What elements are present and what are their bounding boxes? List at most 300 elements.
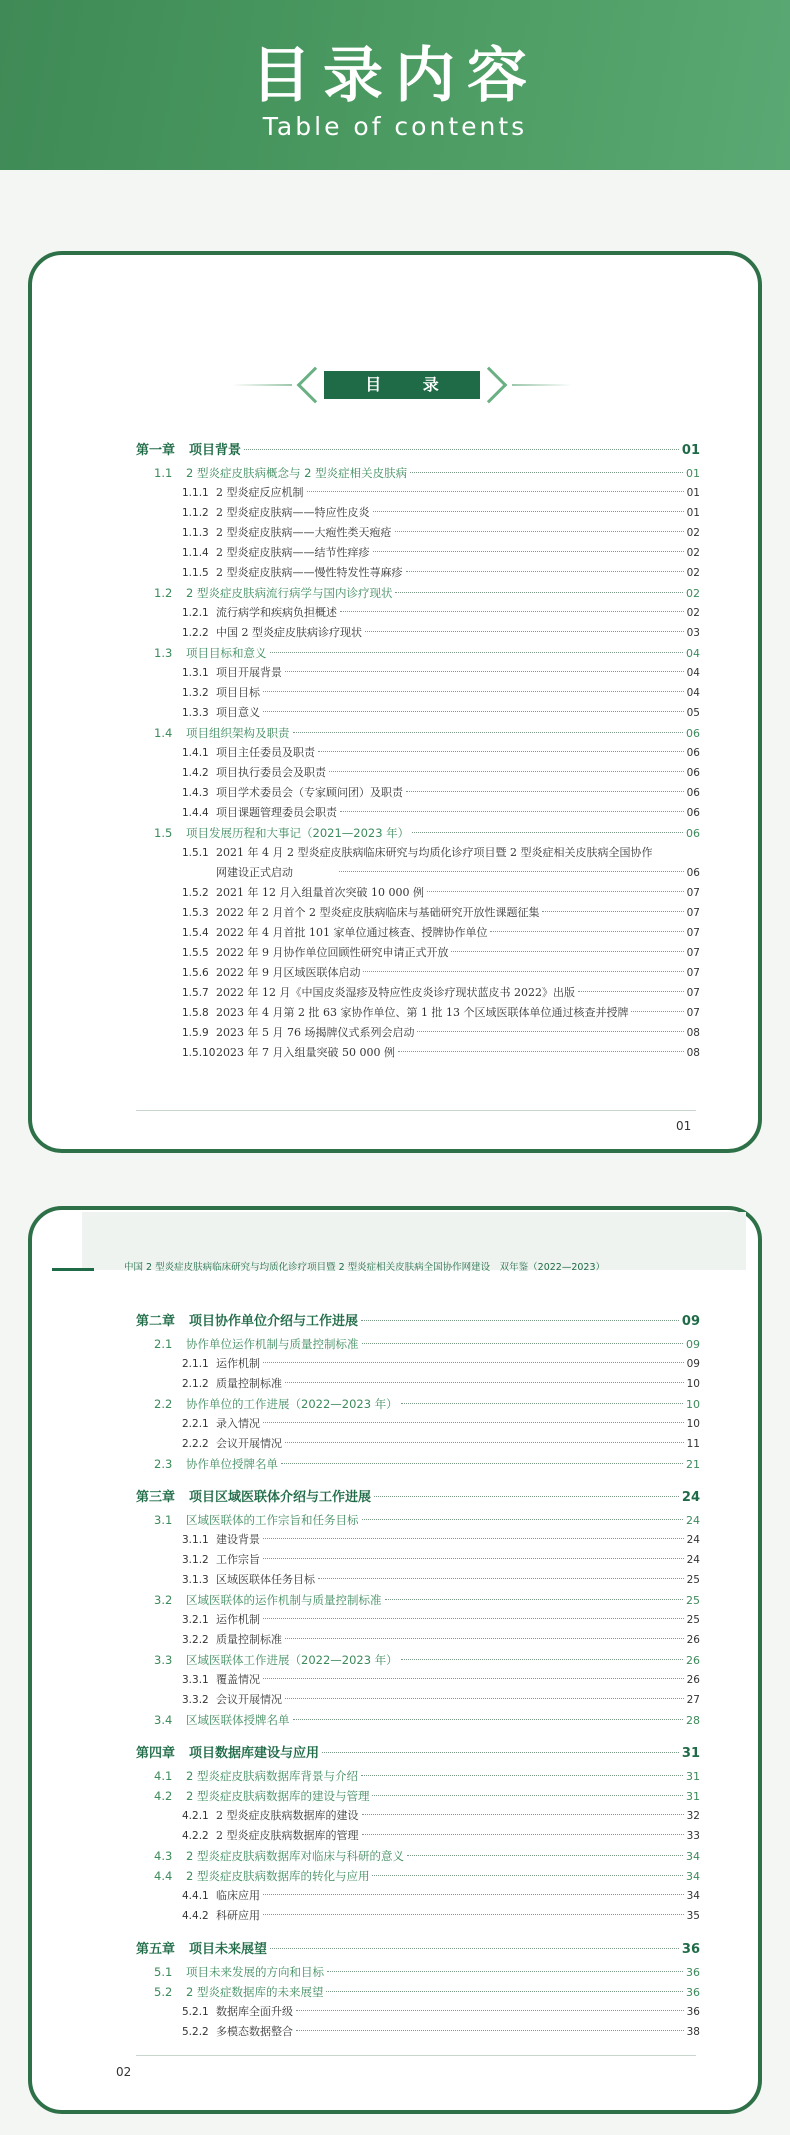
dot-leader <box>263 1422 684 1423</box>
toc-section-entry[interactable] <box>136 1590 700 1610</box>
dot-leader <box>285 1638 684 1639</box>
entry-title: 项目主任委员及职责 <box>216 746 315 759</box>
dot-leader <box>263 1618 684 1619</box>
entry-page: 06 <box>686 867 700 879</box>
entry-number: 1.1.1 <box>182 487 209 499</box>
entry-number: 4.3 <box>154 1849 173 1863</box>
dot-leader <box>365 631 684 632</box>
entry-page: 25 <box>686 1574 700 1586</box>
dot-leader <box>322 1752 679 1753</box>
entry-number: 第二章 <box>136 1314 176 1329</box>
dot-leader <box>361 1320 679 1321</box>
entry-number: 3.1 <box>154 1513 173 1527</box>
toc-section-entry[interactable] <box>136 823 700 843</box>
dot-leader <box>373 511 684 512</box>
entry-title: 多模态数据整合 <box>216 2025 293 2038</box>
entry-title: 协作单位运作机制与质量控制标准 <box>186 1337 359 1351</box>
dot-leader <box>363 971 683 972</box>
entry-title: 2022 年 4 月首批 101 家单位通过核查、授牌协作单位 <box>216 926 488 939</box>
entry-number: 4.4 <box>154 1869 173 1883</box>
entry-title: 区域医联体工作进展（2022—2023 年） <box>186 1653 398 1667</box>
page-number: 02 <box>116 2065 132 2079</box>
entry-number: 1.2 <box>154 586 173 600</box>
toc-heading-label: 目 录 <box>324 371 480 399</box>
entry-title: 质量控制标准 <box>216 1633 282 1646</box>
entry-page: 07 <box>686 967 700 979</box>
entry-title: 项目数据库建设与应用 <box>189 1746 320 1761</box>
toc-subsection-entry[interactable] <box>136 683 700 703</box>
entry-title: 2022 年 9 月区域医联体启动 <box>216 966 361 979</box>
entry-page: 24 <box>686 1534 700 1546</box>
entry-page: 38 <box>686 2026 700 2038</box>
toc-subsection-entry[interactable] <box>136 1414 700 1434</box>
entry-number: 4.2.2 <box>182 1830 209 1842</box>
entry-title: 运作机制 <box>216 1357 260 1370</box>
entry-title: 项目未来发展的方向和目标 <box>186 1965 324 1979</box>
entry-page: 34 <box>686 1850 700 1863</box>
entry-title: 2 型炎症皮肤病——慢性特发性荨麻疹 <box>216 566 403 579</box>
dot-leader <box>244 449 679 450</box>
entry-number: 3.4 <box>154 1713 173 1727</box>
dot-leader <box>401 1659 683 1660</box>
entry-number: 1.1.4 <box>182 547 209 559</box>
entry-number: 1.5.10 <box>182 1047 216 1059</box>
dot-leader <box>406 791 684 792</box>
toc-subsection-entry[interactable] <box>136 783 700 803</box>
entry-number: 1.5 <box>154 826 173 840</box>
entry-title: 项目背景 <box>189 443 242 458</box>
entry-page: 35 <box>686 1910 700 1922</box>
entry-number: 3.3.1 <box>182 1674 209 1686</box>
dot-leader <box>374 1496 679 1497</box>
toc-subsection-entry[interactable] <box>136 843 700 883</box>
dot-leader <box>490 931 683 932</box>
entry-number: 3.3.2 <box>182 1694 209 1706</box>
entry-number: 1.3.3 <box>182 707 209 719</box>
entry-page: 28 <box>686 1714 700 1727</box>
entry-page: 07 <box>686 987 700 999</box>
entry-page: 02 <box>686 587 700 600</box>
toc-subsection-entry[interactable] <box>136 963 700 983</box>
toc-subsection-entry[interactable] <box>136 743 700 763</box>
toc-section-entry[interactable] <box>136 1394 700 1414</box>
banner-title-cn: 目录内容 <box>251 41 539 111</box>
entry-page: 02 <box>686 607 700 619</box>
entry-page: 26 <box>686 1634 700 1646</box>
toc-section-entry[interactable] <box>136 723 700 743</box>
entry-number: 1.4.4 <box>182 807 209 819</box>
toc-subsection-entry[interactable] <box>136 503 700 523</box>
toc-subsection-entry[interactable] <box>136 1670 700 1690</box>
entry-title: 2 型炎症皮肤病数据库的建设 <box>216 1809 359 1822</box>
entry-page: 06 <box>686 727 700 740</box>
toc-section-entry[interactable] <box>136 583 700 603</box>
toc-subsection-entry[interactable] <box>136 603 700 623</box>
entry-title: 协作单位授牌名单 <box>186 1457 278 1471</box>
toc-subsection-entry[interactable] <box>136 1354 700 1374</box>
toc-chapter-entry[interactable] <box>136 1486 700 1510</box>
dot-leader <box>318 751 684 752</box>
toc-section-entry[interactable] <box>136 1786 700 1806</box>
dot-leader <box>362 1343 684 1344</box>
entry-page: 25 <box>686 1594 700 1607</box>
dot-leader <box>296 2010 684 2011</box>
entry-title: 流行病学和疾病负担概述 <box>216 606 337 619</box>
entry-title: 项目执行委员会及职责 <box>216 766 326 779</box>
toc-chapter-entry[interactable] <box>136 439 700 463</box>
entry-page: 36 <box>681 1942 700 1957</box>
entry-page: 04 <box>686 667 700 679</box>
entry-page: 21 <box>686 1458 700 1471</box>
entry-number: 1.3.1 <box>182 667 209 679</box>
toc-subsection-entry[interactable] <box>136 983 700 1003</box>
entry-title: 项目课题管理委员会职责 <box>216 806 337 819</box>
dot-leader <box>631 1011 683 1012</box>
entry-number: 1.1 <box>154 466 173 480</box>
dot-leader <box>263 1362 684 1363</box>
entry-page: 08 <box>686 1027 700 1039</box>
entry-page: 24 <box>686 1514 700 1527</box>
entry-page: 06 <box>686 787 700 799</box>
entry-title: 2 型炎症数据库的未来展望 <box>186 1985 324 1999</box>
entry-title: 项目区域医联体介绍与工作进展 <box>189 1490 372 1505</box>
entry-number: 1.1.2 <box>182 507 209 519</box>
toc-section-entry[interactable] <box>136 1710 700 1730</box>
entry-number: 第四章 <box>136 1746 176 1761</box>
toc-page-1 <box>28 251 762 1153</box>
entry-page: 02 <box>686 567 700 579</box>
dot-leader <box>293 1719 684 1720</box>
entry-page: 07 <box>686 1007 700 1019</box>
entry-title: 2 型炎症皮肤病概念与 2 型炎症相关皮肤病 <box>186 466 408 480</box>
entry-number: 1.3.2 <box>182 687 209 699</box>
entry-page: 31 <box>681 1746 700 1761</box>
entry-title: 区域医联体授牌名单 <box>186 1713 290 1727</box>
toc-page-2 <box>28 1206 762 2114</box>
toc-chapter-entry[interactable] <box>136 1938 700 1962</box>
toc-section-entry[interactable] <box>136 1846 700 1866</box>
toc-subsection-entry[interactable] <box>136 923 700 943</box>
toc-section-entry[interactable] <box>136 1866 700 1886</box>
dot-leader <box>385 1599 684 1600</box>
entry-number: 1.2.1 <box>182 607 209 619</box>
entry-title: 2023 年 4 月第 2 批 63 家协作单位、第 1 批 13 个区域医联体单位通过核查并授牌 <box>216 1006 629 1019</box>
dot-leader <box>339 871 684 872</box>
entry-title: 2 型炎症皮肤病——特应性皮炎 <box>216 506 370 519</box>
entry-number: 4.4.2 <box>182 1910 209 1922</box>
dot-leader <box>263 1538 684 1539</box>
entry-page: 26 <box>686 1654 700 1667</box>
entry-title: 2 型炎症反应机制 <box>216 486 304 499</box>
entry-title: 项目目标和意义 <box>186 646 267 660</box>
dot-leader <box>326 1991 683 1992</box>
entry-number: 4.2.1 <box>182 1810 209 1822</box>
entry-title: 2022 年 2 月首个 2 型炎症皮肤病临床与基础研究开放性课题征集 <box>216 906 540 919</box>
entry-page: 01 <box>686 487 700 499</box>
entry-page: 06 <box>686 767 700 779</box>
entry-number: 4.2 <box>154 1789 173 1803</box>
entry-page: 08 <box>686 1047 700 1059</box>
dot-leader <box>340 811 684 812</box>
entry-number: 5.2.1 <box>182 2006 209 2018</box>
dot-leader <box>361 1775 683 1776</box>
toc-section-entry[interactable] <box>136 643 700 663</box>
entry-number: 5.1 <box>154 1965 173 1979</box>
entry-title: 2022 年 9 月协作单位回顾性研究申请正式开放 <box>216 946 449 959</box>
entry-title: 2 型炎症皮肤病数据库对临床与科研的意义 <box>186 1849 404 1863</box>
entry-title: 区域医联体任务目标 <box>216 1573 315 1586</box>
toc-subsection-entry[interactable] <box>136 943 700 963</box>
entry-page: 04 <box>686 687 700 699</box>
entry-title: 2 型炎症皮肤病——大疱性类天疱疮 <box>216 526 392 539</box>
entry-page: 07 <box>686 927 700 939</box>
dot-leader <box>362 1519 684 1520</box>
toc-section-entry[interactable] <box>136 1766 700 1786</box>
entry-page: 24 <box>686 1554 700 1566</box>
dot-leader <box>410 472 683 473</box>
toc-section-entry[interactable] <box>136 1510 700 1530</box>
toc-subsection-entry[interactable] <box>136 1690 700 1710</box>
entry-title: 录入情况 <box>216 1417 260 1430</box>
entry-page: 31 <box>686 1790 700 1803</box>
dot-leader <box>318 1578 684 1579</box>
entry-title: 区域医联体的工作宗旨和任务目标 <box>186 1513 359 1527</box>
entry-title: 建设背景 <box>216 1533 260 1546</box>
entry-number: 5.2.2 <box>182 2026 209 2038</box>
entry-page: 09 <box>686 1338 700 1351</box>
entry-number: 1.1.3 <box>182 527 209 539</box>
toc-subsection-entry[interactable] <box>136 2002 700 2022</box>
entry-number: 3.1.2 <box>182 1554 209 1566</box>
entry-page: 09 <box>686 1358 700 1370</box>
toc-subsection-entry[interactable] <box>136 2022 700 2042</box>
entry-number: 1.4.3 <box>182 787 209 799</box>
entry-page: 36 <box>686 2006 700 2018</box>
toc-subsection-entry[interactable] <box>136 1906 700 1926</box>
dot-leader <box>270 652 684 653</box>
entry-title: 项目协作单位介绍与工作进展 <box>189 1314 359 1329</box>
dot-leader <box>263 1558 684 1559</box>
entry-number: 2.1.2 <box>182 1378 209 1390</box>
toc-section-entry[interactable] <box>136 1962 700 1982</box>
entry-page: 33 <box>686 1830 700 1842</box>
toc-subsection-entry[interactable] <box>136 1570 700 1590</box>
toc-chapter-entry[interactable] <box>136 1310 700 1334</box>
toc-subsection-entry[interactable] <box>136 1043 700 1063</box>
heading-rule-right <box>512 384 572 386</box>
chapter-gap <box>136 1474 700 1486</box>
entry-page: 02 <box>686 527 700 539</box>
entry-number: 1.4.1 <box>182 747 209 759</box>
entry-title: 项目学术委员会（专家顾问团）及职责 <box>216 786 403 799</box>
entry-page: 31 <box>686 1770 700 1783</box>
dot-leader <box>362 1814 684 1815</box>
toc-subsection-entry[interactable] <box>136 563 700 583</box>
entry-title: 2 型炎症皮肤病数据库的转化与应用 <box>186 1869 370 1883</box>
toc-section-entry[interactable] <box>136 463 700 483</box>
toc-subsection-entry[interactable] <box>136 763 700 783</box>
entry-number: 1.5.7 <box>182 987 209 999</box>
dot-leader <box>398 1051 684 1052</box>
dot-leader <box>372 1795 683 1796</box>
dot-leader <box>451 951 683 952</box>
toc-subsection-entry[interactable] <box>136 623 700 643</box>
entry-title: 质量控制标准 <box>216 1377 282 1390</box>
entry-page: 07 <box>686 887 700 899</box>
dot-leader <box>340 611 684 612</box>
entry-page: 26 <box>686 1674 700 1686</box>
entry-number: 1.5.4 <box>182 927 209 939</box>
dot-leader <box>263 1914 684 1915</box>
toc-subsection-entry[interactable] <box>136 1550 700 1570</box>
page-banner <box>0 0 790 170</box>
entry-number: 1.4.2 <box>182 767 209 779</box>
entry-page: 07 <box>686 947 700 959</box>
footer-rule <box>136 2055 696 2056</box>
dot-leader <box>281 1463 683 1464</box>
entry-title: 项目发展历程和大事记（2021—2023 年） <box>186 826 410 840</box>
chapter-gap <box>136 1730 700 1742</box>
toc-subsection-entry[interactable] <box>136 1610 700 1630</box>
entry-number: 2.2 <box>154 1397 173 1411</box>
toc-chapter-entry[interactable] <box>136 1742 700 1766</box>
entry-page: 02 <box>686 547 700 559</box>
entry-title: 数据库全面升级 <box>216 2005 293 2018</box>
toc-section-entry[interactable] <box>136 1454 700 1474</box>
dot-leader <box>372 1875 683 1876</box>
entry-number: 1.5.2 <box>182 887 209 899</box>
entry-title: 2022 年 12 月《中国皮炎湿疹及特应性皮炎诊疗现状蓝皮书 2022》出版 <box>216 986 575 999</box>
entry-number: 第三章 <box>136 1490 176 1505</box>
dot-leader <box>395 531 684 532</box>
entry-title-continued: 网建设正式启动 <box>216 866 293 879</box>
banner-title-en: Table of contents <box>262 112 528 141</box>
dot-leader <box>307 491 684 492</box>
dot-leader <box>329 771 684 772</box>
dot-leader <box>285 671 684 672</box>
toc-subsection-entry[interactable] <box>136 1886 700 1906</box>
toc-subsection-entry[interactable] <box>136 803 700 823</box>
entry-title: 项目意义 <box>216 706 260 719</box>
toc-subsection-entry[interactable] <box>136 1826 700 1846</box>
dot-leader <box>263 1678 684 1679</box>
entry-page: 09 <box>681 1314 700 1329</box>
entry-title: 2 型炎症皮肤病——结节性痒疹 <box>216 546 370 559</box>
entry-page: 10 <box>686 1398 700 1411</box>
entry-page: 06 <box>686 827 700 840</box>
dot-leader <box>362 1834 684 1835</box>
dot-leader <box>542 911 683 912</box>
dot-leader <box>406 571 684 572</box>
dot-leader <box>263 691 684 692</box>
dot-leader <box>263 1894 684 1895</box>
toc-subsection-entry[interactable] <box>136 1806 700 1826</box>
entry-number: 3.2.2 <box>182 1634 209 1646</box>
running-header-text: 中国 2 型炎症皮肤病临床研究与均质化诊疗项目暨 2 型炎症相关皮肤病全国协作网建设 双年鉴（2022—2023） <box>124 1262 606 1273</box>
toc-subsection-entry[interactable] <box>136 1530 700 1550</box>
entry-title: 2023 年 7 月入组量突破 50 000 例 <box>216 1046 395 1059</box>
entry-number: 3.3 <box>154 1653 173 1667</box>
entry-number: 1.5.9 <box>182 1027 209 1039</box>
entry-page: 01 <box>686 467 700 480</box>
chapter-gap <box>136 1926 700 1938</box>
entry-title: 会议开展情况 <box>216 1693 282 1706</box>
dot-leader <box>296 2030 684 2031</box>
entry-page: 36 <box>686 1986 700 1999</box>
entry-title: 2 型炎症皮肤病流行病学与国内诊疗现状 <box>186 586 393 600</box>
toc-subsection-entry[interactable] <box>136 543 700 563</box>
entry-title: 2023 年 5 月 76 场揭牌仪式系列会启动 <box>216 1026 415 1039</box>
entry-number: 3.1.3 <box>182 1574 209 1586</box>
entry-page: 07 <box>686 907 700 919</box>
entry-number: 3.2.1 <box>182 1614 209 1626</box>
entry-title: 临床应用 <box>216 1889 260 1902</box>
entry-number: 1.5.3 <box>182 907 209 919</box>
entry-page: 34 <box>686 1890 700 1902</box>
toc-subsection-entry[interactable] <box>136 1374 700 1394</box>
dot-leader <box>373 551 684 552</box>
toc-subsection-entry[interactable] <box>136 903 700 923</box>
page-number: 01 <box>676 1119 692 1133</box>
entry-page: 10 <box>686 1378 700 1390</box>
toc-subsection-entry[interactable] <box>136 663 700 683</box>
heading-rule-left <box>232 384 292 386</box>
entry-page: 01 <box>681 443 700 458</box>
entry-title: 运作机制 <box>216 1613 260 1626</box>
entry-page: 06 <box>686 807 700 819</box>
entry-number: 5.2 <box>154 1985 173 1999</box>
entry-title: 项目未来展望 <box>189 1942 268 1957</box>
entry-page: 01 <box>686 507 700 519</box>
dot-leader <box>285 1698 684 1699</box>
entry-title: 2 型炎症皮肤病数据库背景与介绍 <box>186 1769 358 1783</box>
dot-leader <box>327 1971 683 1972</box>
toc-section-entry[interactable] <box>136 1650 700 1670</box>
entry-number: 2.1.1 <box>182 1358 209 1370</box>
entry-number: 3.2 <box>154 1593 173 1607</box>
toc-list-2 <box>136 1310 700 2042</box>
toc-heading <box>282 368 522 402</box>
toc-subsection-entry[interactable] <box>136 1630 700 1650</box>
entry-page: 25 <box>686 1614 700 1626</box>
dot-leader <box>293 732 684 733</box>
toc-subsection-entry[interactable] <box>136 483 700 503</box>
toc-subsection-entry[interactable] <box>136 703 700 723</box>
toc-subsection-entry[interactable] <box>136 1434 700 1454</box>
toc-subsection-entry[interactable] <box>136 523 700 543</box>
toc-subsection-entry[interactable] <box>136 1023 700 1043</box>
entry-page: 05 <box>686 707 700 719</box>
dot-leader <box>427 891 684 892</box>
toc-section-entry[interactable] <box>136 1982 700 2002</box>
toc-section-entry[interactable] <box>136 1334 700 1354</box>
entry-number: 1.2.2 <box>182 627 209 639</box>
entry-page: 10 <box>686 1418 700 1430</box>
dot-leader <box>395 592 683 593</box>
entry-number: 1.5.1 <box>182 847 209 859</box>
entry-page: 32 <box>686 1810 700 1822</box>
entry-number: 4.1 <box>154 1769 173 1783</box>
dot-leader <box>417 1031 683 1032</box>
toc-subsection-entry[interactable] <box>136 1003 700 1023</box>
entry-title: 2 型炎症皮肤病数据库的管理 <box>216 1829 359 1842</box>
entry-number: 第一章 <box>136 443 176 458</box>
entry-page: 34 <box>686 1870 700 1883</box>
dot-leader <box>407 1855 683 1856</box>
entry-title: 2021 年 12 月入组量首次突破 10 000 例 <box>216 886 424 899</box>
entry-number: 4.4.1 <box>182 1890 209 1902</box>
toc-subsection-entry[interactable] <box>136 883 700 903</box>
